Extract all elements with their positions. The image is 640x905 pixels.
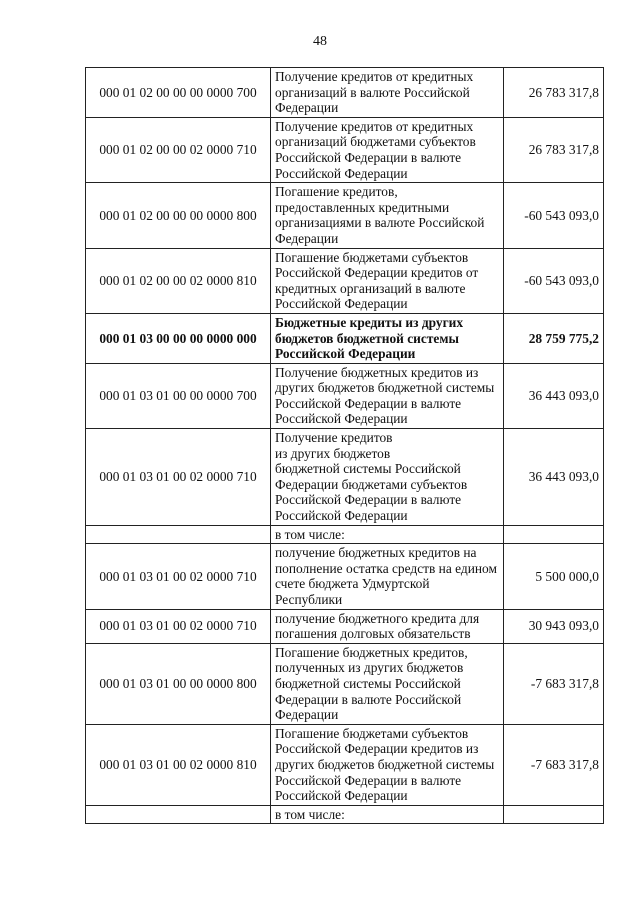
code-cell: 000 01 03 01 00 02 0000 710 [86, 609, 271, 643]
name-cell: в том числе: [271, 805, 504, 824]
name-cell: Получение кредитов от кредитных организаций в валюте Российской Федерации [271, 68, 504, 118]
amount-cell: 30 943 093,0 [504, 609, 604, 643]
amount-cell: 28 759 775,2 [504, 313, 604, 363]
amount-cell: -7 683 317,8 [504, 724, 604, 805]
name-cell: Бюджетные кредиты из других бюджетов бюджетной системы Российской Федерации [271, 313, 504, 363]
name-cell: Получение кредитов от кредитных организаций бюджетами субъектов Российской Федерации в валюте Российской Федерации [271, 117, 504, 182]
table-row [86, 429, 604, 526]
table-row [86, 724, 604, 805]
code-cell [86, 525, 271, 544]
table-row [86, 248, 604, 313]
name-cell: в том числе: [271, 525, 504, 544]
code-cell: 000 01 03 01 00 00 0000 700 [86, 363, 271, 428]
amount-cell [504, 805, 604, 824]
amount-cell: -7 683 317,8 [504, 643, 604, 724]
amount-cell: 5 500 000,0 [504, 544, 604, 609]
code-cell: 000 01 03 01 00 02 0000 810 [86, 724, 271, 805]
amount-cell: 26 783 317,8 [504, 117, 604, 182]
code-cell: 000 01 03 01 00 02 0000 710 [86, 429, 271, 526]
table-row [86, 643, 604, 724]
code-cell: 000 01 03 01 00 02 0000 710 [86, 544, 271, 609]
table-row [86, 363, 604, 428]
code-cell: 000 01 02 00 00 02 0000 810 [86, 248, 271, 313]
table-row [86, 117, 604, 182]
name-cell: получение бюджетного кредита для погашения долговых обязательств [271, 609, 504, 643]
subheading-row [86, 525, 604, 544]
amount-cell: 36 443 093,0 [504, 363, 604, 428]
code-cell: 000 01 02 00 00 00 0000 700 [86, 68, 271, 118]
amount-cell [504, 525, 604, 544]
name-cell: Получение кредитов из других бюджетов бюджетной системы Российской Федерации бюджетами субъектов Российской Федерации в валюте Российской Федерации [271, 429, 504, 526]
table-row [86, 68, 604, 118]
subheading-row [86, 805, 604, 824]
amount-cell: -60 543 093,0 [504, 183, 604, 248]
name-cell: Погашение кредитов, предоставленных кредитными организациями в валюте Российской Федерации [271, 183, 504, 248]
name-cell: Погашение бюджетами субъектов Российской Федерации кредитов из других бюджетов бюджетной системы Российской Федерации в валюте Российской Федерации [271, 724, 504, 805]
table-row [86, 609, 604, 643]
code-cell: 000 01 02 00 00 00 0000 800 [86, 183, 271, 248]
table-body [86, 68, 604, 824]
name-cell: Погашение бюджетами субъектов Российской Федерации кредитов от кредитных организаций в валюте Российской Федерации [271, 248, 504, 313]
code-cell: 000 01 03 00 00 00 0000 000 [86, 313, 271, 363]
amount-cell: 36 443 093,0 [504, 429, 604, 526]
budget-sources-table [85, 67, 604, 824]
code-cell: 000 01 02 00 00 02 0000 710 [86, 117, 271, 182]
table-row [86, 313, 604, 363]
page-number: 48 [313, 34, 327, 49]
table-row [86, 183, 604, 248]
name-cell: Погашение бюджетных кредитов, полученных из других бюджетов бюджетной системы Российской Федерации в валюте Российской Федерации [271, 643, 504, 724]
name-cell: получение бюджетных кредитов на пополнение остатка средств на едином счете бюджета Удмуртской Республики [271, 544, 504, 609]
code-cell [86, 805, 271, 824]
amount-cell: 26 783 317,8 [504, 68, 604, 118]
amount-cell: -60 543 093,0 [504, 248, 604, 313]
table-row [86, 544, 604, 609]
code-cell: 000 01 03 01 00 00 0000 800 [86, 643, 271, 724]
name-cell: Получение бюджетных кредитов из других бюджетов бюджетной системы Российской Федерации в валюте Российской Федерации [271, 363, 504, 428]
